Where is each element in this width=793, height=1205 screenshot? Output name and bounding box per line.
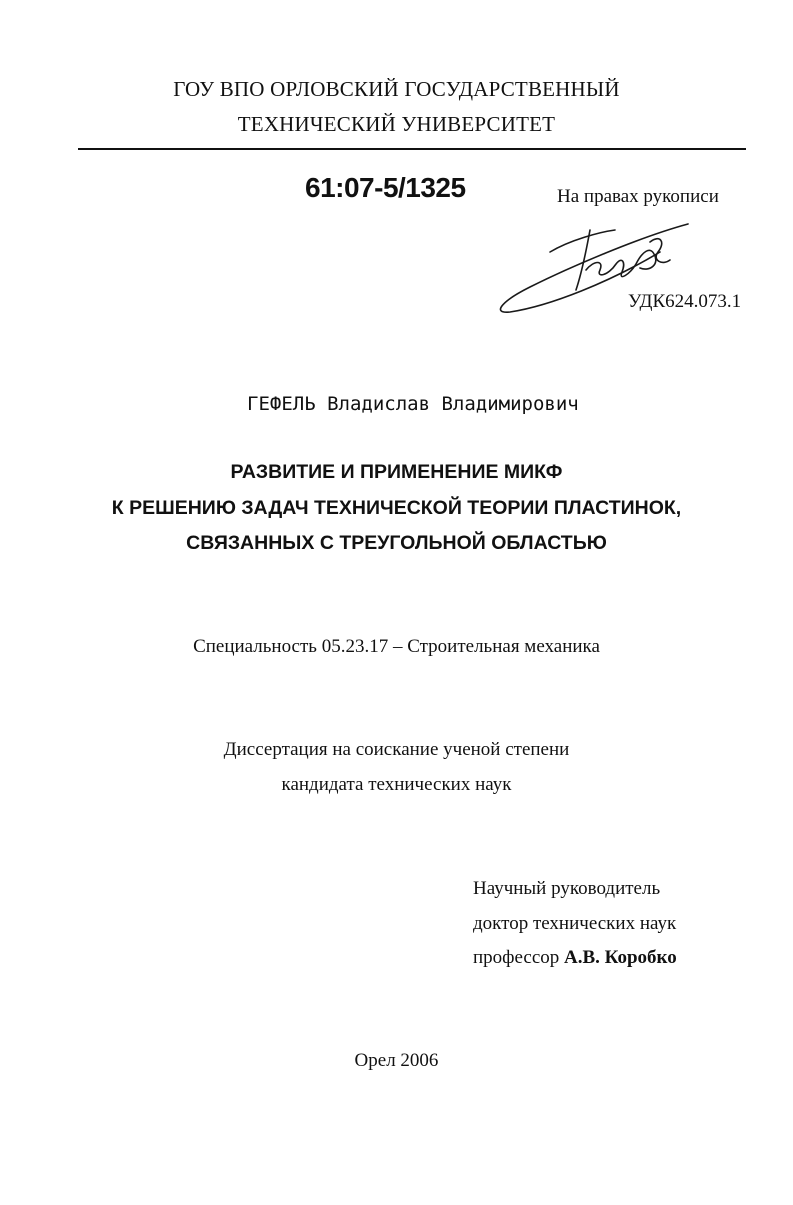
- author-name: ГЕФЕЛЬ Владислав Владимирович: [247, 393, 579, 415]
- city-year: Орел 2006: [354, 1050, 439, 1071]
- advisor-title: [473, 947, 677, 969]
- udk-code: УДК624.073.1: [628, 291, 742, 312]
- signature-letters-stroke: [586, 250, 656, 276]
- dissertation-line-2: кандидата технических наук: [281, 774, 512, 795]
- signature-flourish-stroke: [650, 239, 670, 263]
- advisor-name: А.В. Коробко: [564, 947, 677, 968]
- thesis-title-line-2: К РЕШЕНИЮ ЗАДАЧ ТЕХНИЧЕСКОЙ ТЕОРИИ ПЛАСТИНОК,: [111, 497, 682, 519]
- archive-code: 61:07-5/1325: [305, 172, 466, 203]
- advisor-title-prefix: профессор: [473, 947, 560, 968]
- dissertation-line-1: Диссертация на соискание ученой степени: [223, 739, 570, 760]
- signature-top-stroke: [550, 230, 615, 252]
- specialty: Специальность 05.23.17 – Строительная механика: [193, 636, 600, 657]
- thesis-title-line-3: СВЯЗАННЫХ С ТРЕУГОЛЬНОЙ ОБЛАСТЬЮ: [186, 532, 607, 554]
- advisor-degree: доктор технических наук: [473, 913, 677, 934]
- thesis-title-line-1: РАЗВИТИЕ И ПРИМЕНЕНИЕ МИКФ: [230, 461, 563, 483]
- advisor-role: Научный руководитель: [473, 878, 661, 899]
- manuscript-note: На правах рукописи: [557, 186, 719, 207]
- header-divider: [78, 148, 746, 150]
- university-name-line-1: ГОУ ВПО ОРЛОВСКИЙ ГОСУДАРСТВЕННЫЙ: [173, 77, 620, 101]
- university-name-line-2: ТЕХНИЧЕСКИЙ УНИВЕРСИТЕТ: [237, 112, 556, 136]
